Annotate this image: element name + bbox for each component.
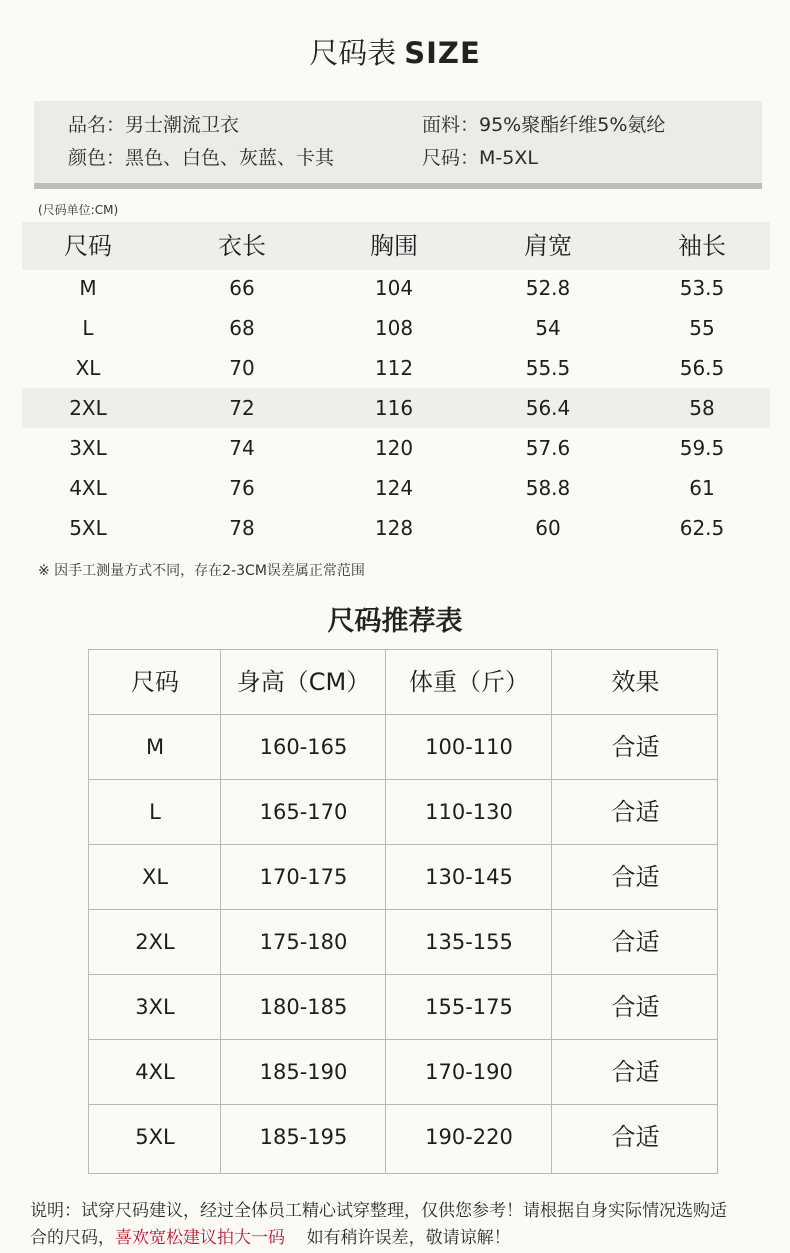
column-header: 尺码 bbox=[64, 232, 112, 260]
table-cell: 4XL bbox=[135, 1060, 175, 1084]
product-size-range: 尺码：M-5XL bbox=[422, 147, 538, 169]
table-cell: 53.5 bbox=[679, 276, 725, 300]
title-cn: 尺码表 bbox=[309, 36, 397, 70]
table-cell: 68 bbox=[229, 316, 255, 340]
table-cell: 合适 bbox=[611, 928, 660, 956]
table-cell: 185-190 bbox=[259, 1060, 348, 1084]
product-fabric: 面料：95%聚酯纤维5%氨纶 bbox=[422, 114, 666, 136]
product-info-panel bbox=[34, 101, 762, 189]
size-table-header bbox=[22, 222, 770, 270]
table-cell: 180-185 bbox=[259, 995, 348, 1019]
product-colors: 颜色：黑色、白色、灰蓝、卡其 bbox=[68, 147, 335, 169]
table-cell: 170-190 bbox=[425, 1060, 513, 1084]
table-cell: XL bbox=[75, 356, 101, 380]
table-cell: 70 bbox=[229, 356, 255, 380]
column-header: 胸围 bbox=[370, 232, 418, 260]
table-row bbox=[22, 428, 770, 468]
table-cell: 合适 bbox=[611, 798, 660, 826]
table-cell: XL bbox=[141, 865, 169, 889]
table-cell: 62.5 bbox=[679, 516, 725, 540]
table-cell: 56.5 bbox=[679, 356, 725, 380]
table-cell: 76 bbox=[229, 476, 255, 500]
table-cell: 66 bbox=[229, 276, 255, 300]
table-cell: 合适 bbox=[611, 1058, 660, 1086]
table-row bbox=[22, 268, 770, 308]
measurement-note: ※ 因手工测量方式不同，存在2-3CM误差属正常范围 bbox=[38, 563, 365, 579]
table-cell: 72 bbox=[229, 396, 255, 420]
table-cell: 3XL bbox=[135, 995, 175, 1019]
table-row bbox=[22, 388, 770, 428]
column-header: 袖长 bbox=[678, 232, 726, 260]
column-header: 肩宽 bbox=[524, 232, 572, 260]
footer-line-2-end: 如有稍许误差，敬请谅解！ bbox=[285, 1228, 511, 1248]
table-cell: 2XL bbox=[69, 396, 107, 420]
table-cell: 170-175 bbox=[259, 865, 348, 889]
table-cell: 185-195 bbox=[259, 1125, 348, 1149]
table-row bbox=[22, 348, 770, 388]
table-cell: 130-145 bbox=[425, 865, 513, 889]
table-cell: 135-155 bbox=[425, 930, 513, 954]
table-cell: 160-165 bbox=[259, 735, 348, 759]
page-title bbox=[0, 30, 790, 76]
column-header: 衣长 bbox=[218, 232, 266, 260]
table-cell: 155-175 bbox=[425, 995, 513, 1019]
table-cell: 61 bbox=[689, 476, 715, 500]
table-cell: 54 bbox=[535, 316, 561, 340]
table-cell: 合适 bbox=[611, 863, 660, 891]
column-header: 尺码 bbox=[131, 668, 179, 696]
column-header: 身高（CM） bbox=[236, 668, 371, 696]
table-cell: 165-170 bbox=[259, 800, 348, 824]
table-cell: 128 bbox=[374, 516, 414, 540]
recommend-table bbox=[88, 649, 718, 1174]
table-cell: 58.8 bbox=[525, 476, 571, 500]
table-cell: 104 bbox=[374, 276, 414, 300]
table-cell: 58 bbox=[689, 396, 715, 420]
table-row bbox=[22, 468, 770, 508]
table-cell: 78 bbox=[229, 516, 255, 540]
table-cell: 100-110 bbox=[425, 735, 513, 759]
table-cell: 116 bbox=[374, 396, 414, 420]
footer-line-2 bbox=[30, 1225, 775, 1252]
table-cell: 190-220 bbox=[425, 1125, 513, 1149]
title-en: SIZE bbox=[404, 36, 481, 70]
table-row bbox=[22, 508, 770, 548]
table-cell: 4XL bbox=[69, 476, 107, 500]
table-row bbox=[22, 308, 770, 348]
table-cell: 120 bbox=[374, 436, 414, 460]
footer-line-2-start: 合的尺码， bbox=[30, 1228, 115, 1248]
table-cell: L bbox=[149, 800, 161, 824]
table-cell: 52.8 bbox=[525, 276, 571, 300]
table-cell: 合适 bbox=[611, 733, 660, 761]
table-cell: M bbox=[79, 276, 97, 300]
recommend-title: 尺码推荐表 bbox=[327, 606, 463, 637]
unit-label: (尺码单位:CM) bbox=[38, 203, 119, 217]
footer-note bbox=[30, 1198, 775, 1252]
table-cell: 56.4 bbox=[525, 396, 571, 420]
table-cell: 59.5 bbox=[679, 436, 725, 460]
table-cell: 57.6 bbox=[525, 436, 571, 460]
table-cell: 3XL bbox=[69, 436, 107, 460]
table-cell: M bbox=[145, 735, 165, 759]
table-cell: 5XL bbox=[69, 516, 107, 540]
footer-highlight: 喜欢宽松建议拍大一码 bbox=[115, 1228, 285, 1248]
table-cell: 175-180 bbox=[259, 930, 348, 954]
table-cell: 5XL bbox=[135, 1125, 175, 1149]
footer-line-1: 说明：试穿尺码建议，经过全体员工精心试穿整理，仅供您参考！请根据自身实际情况选购适 bbox=[30, 1201, 727, 1221]
table-cell: 2XL bbox=[135, 930, 175, 954]
table-cell: L bbox=[82, 316, 94, 340]
table-cell: 74 bbox=[229, 436, 255, 460]
column-header: 效果 bbox=[611, 668, 660, 696]
column-header: 体重（斤） bbox=[409, 668, 529, 696]
table-cell: 合适 bbox=[611, 993, 660, 1021]
product-name: 品名：男士潮流卫衣 bbox=[68, 114, 240, 136]
table-cell: 112 bbox=[374, 356, 414, 380]
table-cell: 124 bbox=[374, 476, 414, 500]
table-cell: 合适 bbox=[611, 1123, 660, 1151]
table-cell: 60 bbox=[535, 516, 561, 540]
table-cell: 55.5 bbox=[525, 356, 571, 380]
table-cell: 110-130 bbox=[425, 800, 513, 824]
table-cell: 108 bbox=[374, 316, 414, 340]
table-cell: 55 bbox=[689, 316, 715, 340]
